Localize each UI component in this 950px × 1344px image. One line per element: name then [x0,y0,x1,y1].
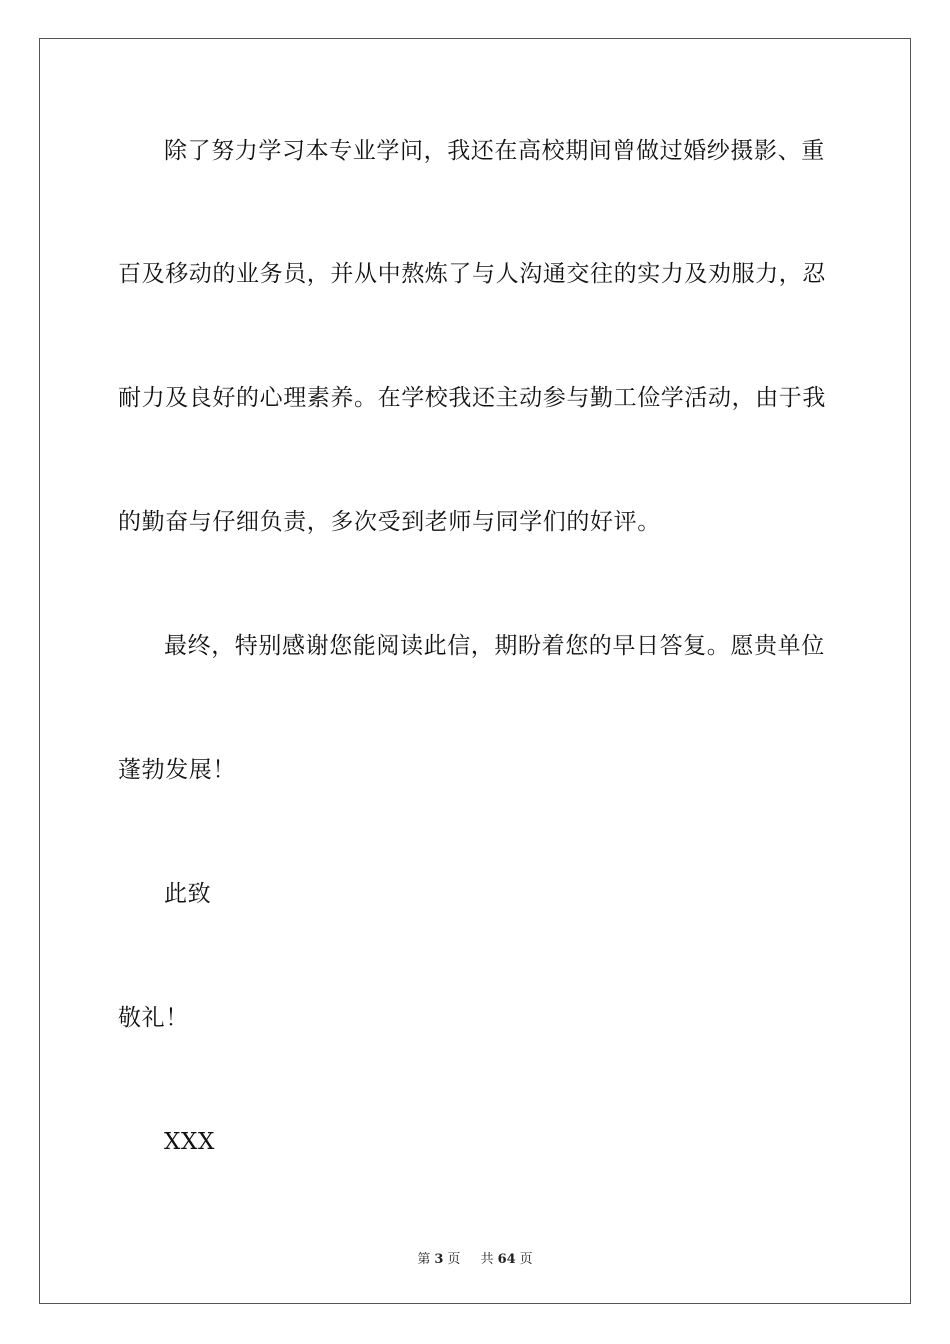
signature: XXX [164,1129,215,1155]
page-prefix: 第 [417,1252,431,1267]
paragraph-line-3: 耐力及良好的心理素养。在学校我还主动参与勤工俭学活动，由于我 [118,385,826,411]
page-border [39,38,911,1304]
page-suffix: 页 [447,1252,461,1267]
total-pages: 64 [497,1252,516,1267]
page-footer [0,1248,950,1267]
closing-line-2: 蓬勃发展！ [118,757,236,783]
total-prefix: 共 [480,1252,494,1267]
total-suffix: 页 [519,1252,533,1267]
salutation-jingli: 敬礼！ [118,1005,189,1031]
page-number: 3 [434,1252,444,1267]
page-indicator [413,1252,464,1267]
total-indicator [477,1252,537,1267]
paragraph-line-4: 的勤奋与仔细负责，多次受到老师与同学们的好评。 [118,509,661,535]
closing-line-1: 最终，特别感谢您能阅读此信，期盼着您的早日答复。愿贵单位 [164,633,825,659]
paragraph-line-2: 百及移动的业务员，并从中熬炼了与人沟通交往的实力及劝服力，忍 [118,261,826,287]
paragraph-line-1: 除了努力学习本专业学问，我还在高校期间曾做过婚纱摄影、重 [164,138,825,164]
salutation-cizhi: 此致 [164,881,212,907]
